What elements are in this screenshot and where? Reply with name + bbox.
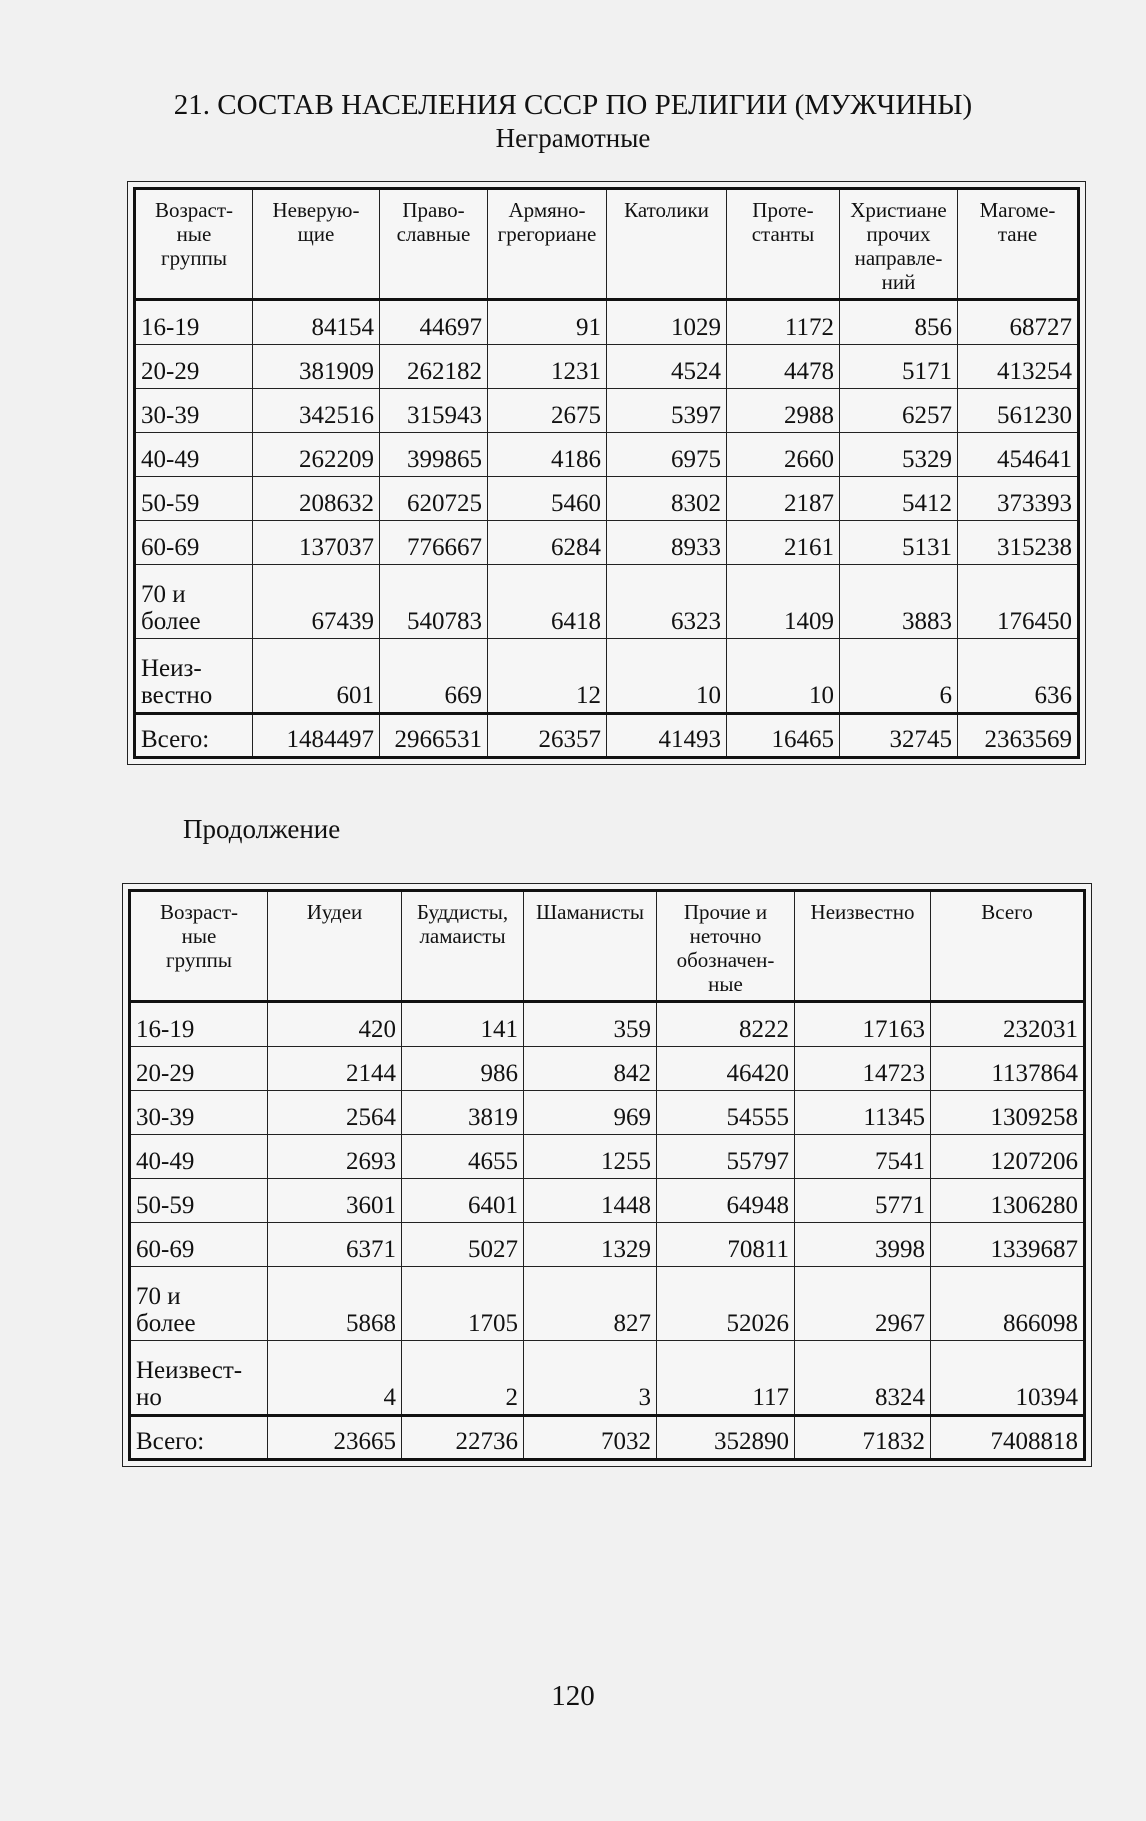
continued-label: Продолжение [183,814,341,844]
table-cell: 1231 [488,345,607,389]
column-header: Проте- станты [727,189,840,300]
table-cell: 1339687 [931,1223,1085,1267]
column-header: Прочие и неточно обозначен- ные [657,891,795,1002]
table-cell: 7408818 [931,1416,1085,1460]
row-label: 20-29 [135,345,253,389]
table-cell: 540783 [380,565,488,639]
table-cell: 22736 [402,1416,524,1460]
table-cell: 6975 [607,433,727,477]
table-cell: 6284 [488,521,607,565]
table-cell: 84154 [253,300,380,345]
row-label: 60-69 [130,1223,268,1267]
table-cell: 54555 [657,1091,795,1135]
table-cell: 32745 [840,714,958,758]
table-row [135,477,1079,521]
table-cell: 352890 [657,1416,795,1460]
row-label: 40-49 [130,1135,268,1179]
table-cell: 1448 [524,1179,657,1223]
table-cell: 8302 [607,477,727,521]
table-cell: 176450 [958,565,1079,639]
table-cell: 6401 [402,1179,524,1223]
table-cell: 2363569 [958,714,1079,758]
column-header: Христиане прочих направле- ний [840,189,958,300]
table-cell: 10394 [931,1341,1085,1416]
total-row [130,1416,1085,1460]
row-label: Всего: [135,714,253,758]
table-cell: 2161 [727,521,840,565]
row-label: 70 и более [130,1267,268,1341]
table-cell: 420 [268,1002,402,1047]
table-cell: 856 [840,300,958,345]
column-header: Возраст- ные группы [135,189,253,300]
table-cell: 16465 [727,714,840,758]
table-cell: 2187 [727,477,840,521]
row-label: 60-69 [135,521,253,565]
row-label: 70 и более [135,565,253,639]
table-cell: 373393 [958,477,1079,521]
column-header: Католики [607,189,727,300]
table-cell: 561230 [958,389,1079,433]
table-cell: 3883 [840,565,958,639]
table-cell: 3 [524,1341,657,1416]
row-label: 50-59 [130,1179,268,1223]
row-label: 16-19 [130,1002,268,1047]
row-label: 40-49 [135,433,253,477]
table-cell: 8324 [795,1341,931,1416]
table-row [130,1135,1085,1179]
table-cell: 1207206 [931,1135,1085,1179]
row-label: 50-59 [135,477,253,521]
table-row [130,1341,1085,1416]
row-label: Всего: [130,1416,268,1460]
table-frame-1 [127,181,1086,765]
table-cell: 1255 [524,1135,657,1179]
table-row [135,565,1079,639]
table-cell: 454641 [958,433,1079,477]
table-row [135,433,1079,477]
table-cell: 1309258 [931,1091,1085,1135]
table-cell: 4186 [488,433,607,477]
table-cell: 52026 [657,1267,795,1341]
table-cell: 342516 [253,389,380,433]
table-row [130,1047,1085,1091]
table-cell: 12 [488,639,607,714]
table-cell: 2988 [727,389,840,433]
header-row [135,189,1079,300]
column-header: Шаманисты [524,891,657,1002]
table-cell: 5868 [268,1267,402,1341]
row-label: Неиз- вестно [135,639,253,714]
table-cell: 2144 [268,1047,402,1091]
table-cell: 70811 [657,1223,795,1267]
table-cell: 3998 [795,1223,931,1267]
column-header: Неизвестно [795,891,931,1002]
table-cell: 8933 [607,521,727,565]
page-subtitle: Неграмотные [495,123,651,153]
table-cell: 1172 [727,300,840,345]
table-cell: 399865 [380,433,488,477]
table-cell: 8222 [657,1002,795,1047]
table-cell: 7541 [795,1135,931,1179]
row-label: 30-39 [135,389,253,433]
table-cell: 601 [253,639,380,714]
table-cell: 1484497 [253,714,380,758]
table-frame-2 [122,883,1092,1467]
table-cell: 2966531 [380,714,488,758]
table-row [135,639,1079,714]
table-cell: 2564 [268,1091,402,1135]
table-cell: 3819 [402,1091,524,1135]
table-row [130,1267,1085,1341]
column-header: Магоме- тане [958,189,1079,300]
row-label: 30-39 [130,1091,268,1135]
table-cell: 64948 [657,1179,795,1223]
table-cell: 5397 [607,389,727,433]
table-cell: 1329 [524,1223,657,1267]
table-cell: 4 [268,1341,402,1416]
table-cell: 14723 [795,1047,931,1091]
table-cell: 866098 [931,1267,1085,1341]
table-cell: 5171 [840,345,958,389]
column-header: Иудеи [268,891,402,1002]
table-cell: 1137864 [931,1047,1085,1091]
table-cell: 68727 [958,300,1079,345]
table-cell: 262209 [253,433,380,477]
row-label: 16-19 [135,300,253,345]
table-cell: 6371 [268,1223,402,1267]
table-cell: 55797 [657,1135,795,1179]
table-cell: 41493 [607,714,727,758]
table-cell: 44697 [380,300,488,345]
table-illiterate-part-1 [133,187,1080,759]
table-cell: 5412 [840,477,958,521]
table-cell: 10 [727,639,840,714]
table-cell: 46420 [657,1047,795,1091]
table-cell: 67439 [253,565,380,639]
table-cell: 4524 [607,345,727,389]
table-cell: 1029 [607,300,727,345]
table-cell: 7032 [524,1416,657,1460]
table-cell: 91 [488,300,607,345]
table-cell: 381909 [253,345,380,389]
table-row [130,1179,1085,1223]
table-cell: 26357 [488,714,607,758]
table-cell: 359 [524,1002,657,1047]
column-header: Право- славные [380,189,488,300]
table-cell: 137037 [253,521,380,565]
column-header: Возраст- ные группы [130,891,268,1002]
table-row [135,389,1079,433]
table-row [135,345,1079,389]
page-title: 21. СОСТАВ НАСЕЛЕНИЯ СССР ПО РЕЛИГИИ (МУЖЧИНЫ) [173,89,973,121]
table-cell: 208632 [253,477,380,521]
table-cell: 986 [402,1047,524,1091]
table-cell: 232031 [931,1002,1085,1047]
column-header: Всего [931,891,1085,1002]
table-cell: 17163 [795,1002,931,1047]
table-cell: 1409 [727,565,840,639]
table-cell: 23665 [268,1416,402,1460]
table-cell: 2660 [727,433,840,477]
table-cell: 315238 [958,521,1079,565]
table-cell: 3601 [268,1179,402,1223]
table-cell: 4655 [402,1135,524,1179]
table-cell: 2693 [268,1135,402,1179]
table-cell: 827 [524,1267,657,1341]
table-cell: 71832 [795,1416,931,1460]
table-cell: 1306280 [931,1179,1085,1223]
column-header: Армяно- грегориане [488,189,607,300]
table-illiterate-part-2 [128,889,1086,1461]
table-cell: 141 [402,1002,524,1047]
table-cell: 4478 [727,345,840,389]
table-cell: 6 [840,639,958,714]
table-cell: 5329 [840,433,958,477]
row-label: Неизвест- но [130,1341,268,1416]
table-cell: 315943 [380,389,488,433]
table-cell: 2675 [488,389,607,433]
table-cell: 6257 [840,389,958,433]
table-cell: 669 [380,639,488,714]
table-row [130,1223,1085,1267]
table-row [135,300,1079,345]
table-row [130,1002,1085,1047]
table-cell: 969 [524,1091,657,1135]
total-row [135,714,1079,758]
table-row [130,1091,1085,1135]
table-cell: 262182 [380,345,488,389]
table-cell: 6418 [488,565,607,639]
header-row [130,891,1085,1002]
table-cell: 2967 [795,1267,931,1341]
table-cell: 5460 [488,477,607,521]
table-cell: 5027 [402,1223,524,1267]
table-cell: 842 [524,1047,657,1091]
table-cell: 776667 [380,521,488,565]
table-cell: 6323 [607,565,727,639]
column-header: Буддисты, ламаисты [402,891,524,1002]
table-cell: 5131 [840,521,958,565]
table-cell: 636 [958,639,1079,714]
table-cell: 5771 [795,1179,931,1223]
row-label: 20-29 [130,1047,268,1091]
table-cell: 413254 [958,345,1079,389]
table-cell: 11345 [795,1091,931,1135]
table-row [135,521,1079,565]
table-cell: 10 [607,639,727,714]
page-number: 120 [551,1680,595,1712]
table-cell: 2 [402,1341,524,1416]
table-cell: 117 [657,1341,795,1416]
table-cell: 1705 [402,1267,524,1341]
column-header: Неверую- щие [253,189,380,300]
table-cell: 620725 [380,477,488,521]
